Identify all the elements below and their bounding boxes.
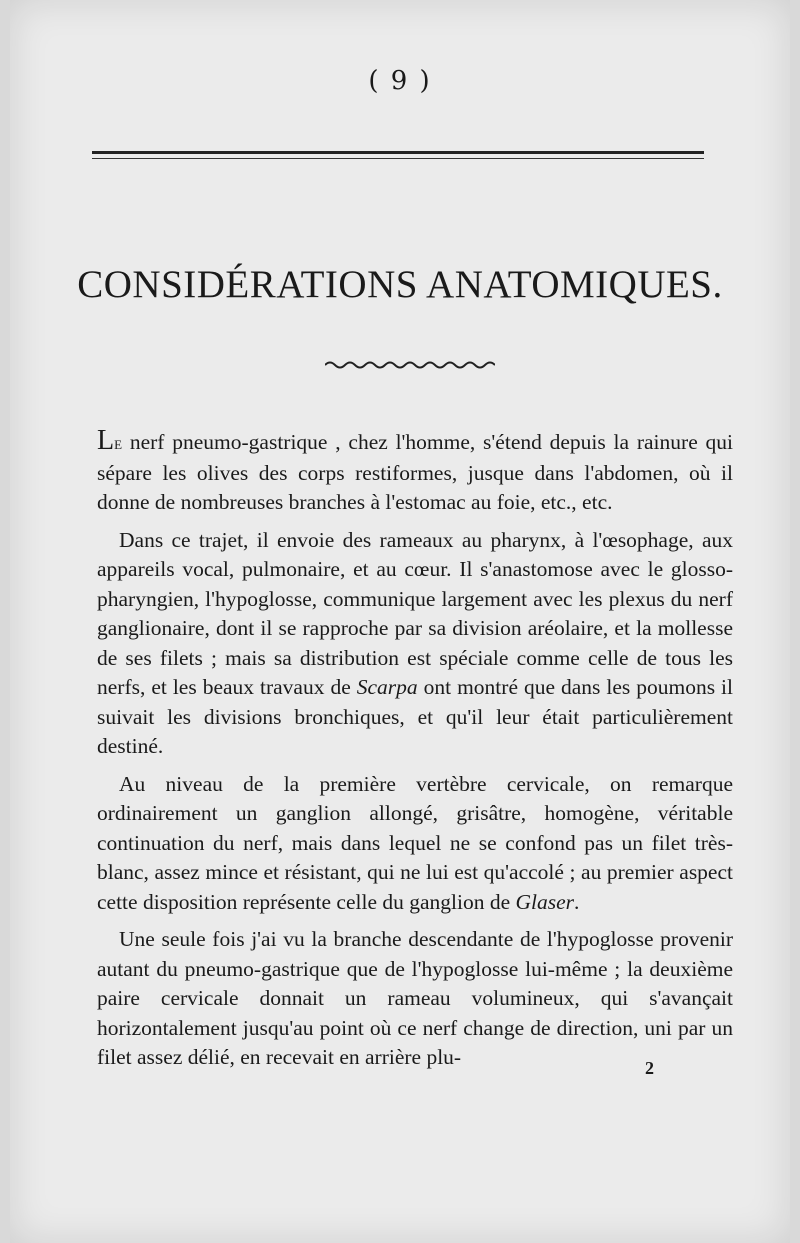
- ornamental-divider: [325, 360, 495, 370]
- author-name-scarpa: Scarpa: [356, 675, 418, 699]
- paragraph-2-text-b: ont montré que dans les poumons il suivait les divisions bronchiques, et qu'il leur était particulièrement destiné.: [97, 675, 733, 758]
- page-number: ( 9 ): [368, 66, 432, 96]
- paragraph-2: [97, 526, 733, 762]
- header-rule-thick: [92, 151, 704, 154]
- paragraph-1-text: nerf pneumo-gastrique , chez l'homme, s'étend depuis la rainure qui sépare les olives des corps restiformes, jusque dans l'abdomen, où il donne de nombreuses branches à l'estomac au foie, etc., etc.: [97, 430, 733, 514]
- header-rule-thin: [92, 158, 704, 159]
- paragraph-3-text-b: .: [574, 889, 580, 914]
- paragraph-3: [97, 770, 733, 918]
- signature-mark: 2: [645, 1058, 654, 1078]
- drop-capital-lead: e: [114, 433, 123, 453]
- paragraph-4-text: Une seule fois j'ai vu la branche descendante de l'hypoglosse provenir autant du pneumo-gastrique que de l'hypoglosse lui-même ; la deuxième paire cervicale donnait un rameau volumineux, qui s'avançait horizontalement jusqu'au point où ce nerf change de direction, uni par un filet assez délié, en recevait en arrière plu-: [97, 927, 733, 1069]
- paragraph-4: [97, 925, 733, 1073]
- body-text: [97, 426, 733, 1081]
- paragraph-3-text-a: Au niveau de la première vertèbre cervicale, on remarque ordinairement un ganglion allongé, grisâtre, homogène, véritable continuation du nerf, mais dans lequel ne se confond pas un filet très-blanc, assez mince et résistant, qui ne lui est qu'accolé ; au premier aspect cette disposition représente celle du ganglion de: [97, 771, 733, 914]
- drop-capital: L: [97, 425, 115, 456]
- paragraph-1: [97, 426, 733, 518]
- paragraph-2-text-a: Dans ce trajet, il envoie des rameaux au pharynx, à l'œsophage, aux appareils vocal, pulmonaire, et au cœur. Il s'anastomose avec le glosso-pharyngien, l'hypoglosse, communique largement avec les plexus du nerf ganglionaire, dont il se rapproche par sa division aréolaire, et la mollesse de ses filets ; mais sa distribution est spéciale comme celle de tous les nerfs, et les beaux travaux de: [97, 527, 733, 699]
- author-name-glaser: Glaser: [515, 889, 575, 914]
- section-title: CONSIDÉRATIONS ANATOMIQUES.: [77, 263, 723, 307]
